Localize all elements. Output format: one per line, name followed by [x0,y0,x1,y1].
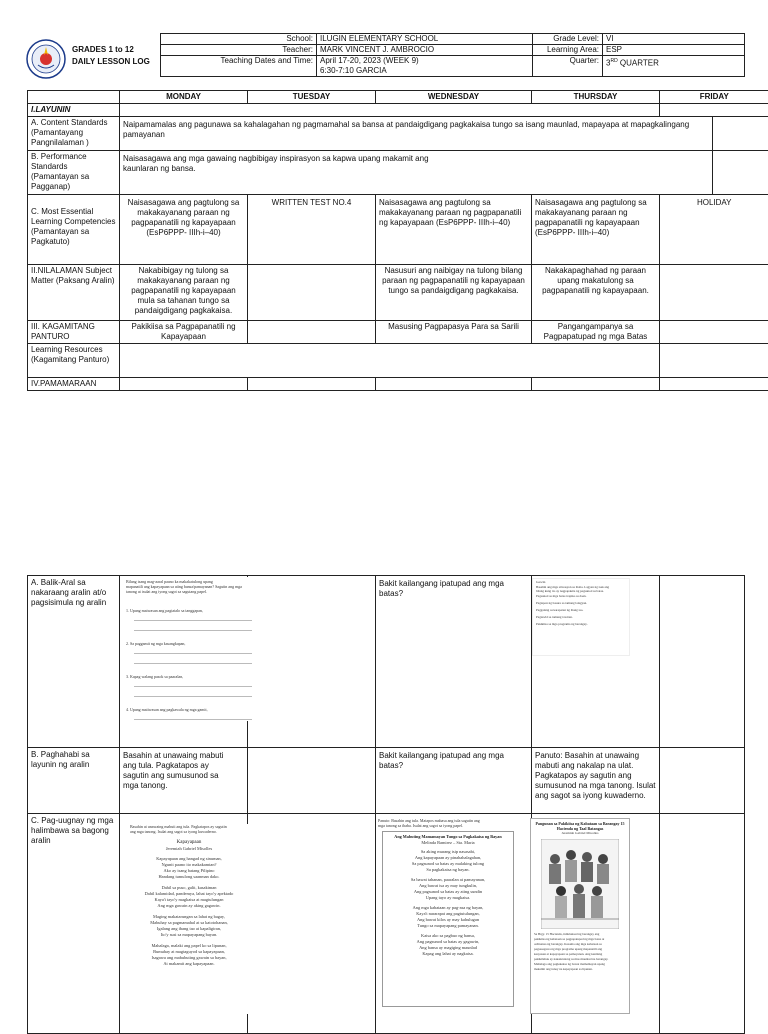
grades-label: GRADES 1 to 12 [72,45,134,54]
quarter-sup: RD [610,58,617,64]
grade-level-value: VI [603,34,745,45]
poem-mon-line: Ito'y susi sa mapayapang bayan. [130,932,248,938]
content-standards-label: A. Content Standards (Pamantayang Pangnilalaman ) [28,117,120,151]
day-tuesday: TUESDAY [248,91,376,104]
group-photo-icon [541,839,619,929]
poem-mon-line: Kaya't tayo'y magkaisa at magtulungan [130,897,248,903]
ws-answer-line [134,658,252,664]
poem-mon-intro-1: ang mga tanong. Isulat ang sagot sa iyong kuwaderno. [130,829,248,834]
poem-wed-title: Ang Mabuting Mamamayan Tungo sa Pagkakaisa ng Bayan [385,834,511,840]
poem-mon-line: Dahil kalamidad, pandemya, lahat tayo'y apektado [130,891,248,897]
nilalaman-tuesday [248,265,376,321]
kagamitan-wednesday: Masusing Pagpapasya Para sa Sarili [376,321,532,344]
competencies-label: C. Most Essential Learning Competencies (Pamantayan sa Pagkatuto) [28,195,120,265]
report-body-line: pakikilahok ay nakatutulong sa mas maunlad na barangay. [534,957,626,962]
ws-thu-item-2: Paggalang sa karapatan ng ibang tao. [536,607,626,614]
time-text: 6:30-7:10 GARCIA [320,66,529,76]
balik-aral-wednesday: Bakit kailangang ipatupad ang mga batas? [376,576,532,748]
layunin-heading: I.LAYUNIN [28,104,120,117]
competencies-monday: Naisasagawa ang pagtulong sa makakayanang paraan ng pagpapanatili ng kapayapaan (EsP6PPP- IIIh-i–40) [120,195,248,265]
dates-value [317,56,533,77]
poem-mon-line: Mahalaga, malaki ang papel ko sa lipunan, [130,943,248,949]
grade-level-label: Grade Level: [533,34,603,45]
quarter-label: Quarter: [533,56,603,77]
quarter-num: 3 [606,59,610,68]
ws-answer-line [134,681,252,687]
quarter-word: QUARTER [620,59,659,68]
ws-intro-0: Bilang isang mag-aaral paano ka makakatulong upang [126,579,252,584]
poem-mon-line: At makamit ang kapayapaan. [130,961,248,967]
learning-area-value: ESP [603,45,745,56]
header-info-table [160,33,745,77]
school-label: School: [161,34,317,45]
poem-mon-intro-0: Basahin at unawaing mabuti ang tula. Pagkatapos ay sagutin [130,824,248,829]
ws-question-1: 1. Upang maiwasan ang pagtatalo sa tanggapan, [126,608,252,613]
ws-thu-item-0: Pagsunod sa mga batas trapiko sa daan. [536,593,626,600]
report-body-line: Sa Brgy. 15 Hacienda, inilulunsad ng barangay ang [534,932,626,937]
poem-wednesday [378,818,518,1014]
poem-wed-line: Tungo sa mapayapang pamayanan. [385,923,511,929]
quarter-value [603,56,745,77]
teacher-value: MARK VINCENT J. AMBROCIO [317,45,533,56]
pamamaraan-monday [120,378,248,391]
ws-question-3: 3. Kapag walang pasok sa paaralan, [126,674,252,679]
poem-wed-line: Ang bawat kilos ay may kahulugan [385,917,511,923]
ws-answer-line [134,615,252,621]
poem-wed-line: Kaya't nararapat ang pagtutulungan, [385,911,511,917]
poem-mon-line: Kapayapaan ang hangad ng sinuman, [130,856,248,862]
nilalaman-friday [660,265,768,321]
ws-thu-item-1: Pagtapon ng basura sa tamang lalagyan. [536,600,626,607]
poem-mon-line: Bumuhay at magtaguyod sa kapayapaan, [130,949,248,955]
poem-wed-author: Melinda Ramirez – Sta. Maria [385,840,511,846]
poem-wed-line: Ang bawat isa ay may tungkulin, [385,883,511,889]
content-standards-extra [713,117,768,151]
balik-aral-friday [660,576,745,748]
nilalaman-monday: Nakabibigay ng tulong sa makakayanang paraan ng pagpapanatili ng kapayapaan mula sa tahanan tungo sa pandaigdigang pagkakaisa. [120,265,248,321]
kagamitan-thursday: Pangangampanya sa Pagpapatupad ng mga Batas [532,321,660,344]
report-author: Jeremiah Gabriel Misolles [534,831,626,836]
poem-wed-line: Sa aking murang isip nasasabi, [385,849,511,855]
poem-kapayapaan-monday [130,824,248,1014]
ws-thu-intro-1: bilang kung ito ay nagpapakita ng pagsunod sa batas. [536,589,626,593]
poem-wed-intro-0: Panuto: Basahin ang tula. Matapos mabasa ang tula sagutin ang [378,818,518,823]
deped-seal-icon [26,39,66,79]
report-body-line: makamit ang tunay na kapayapaan sa lipunan. [534,967,626,972]
performance-standards-text: Naisasagawa ang mga gawaing nagbibigay inspirasyon sa kapwa upang makamit ang kaunlaran ng bansa. [120,151,713,195]
kagamitan-friday [660,321,768,344]
poem-mon-line: Igalang ang ibang tao at kapaligiran, [130,926,248,932]
paghahabi-thursday: Panuto: Basahin at unawaing mabuti ang nakalap na ulat. Pagkatapos ay sagutin ang sumusunod na mga tanong. Isulat ang sagot sa iyong kuwaderno. [532,748,660,814]
competencies-wednesday: Naisasagawa ang pagtulong sa makakayanang paraan ng pagpapanatili ng kapayapaan (EsP6PPP- IIIh-i–40) [376,195,532,265]
performance-standards-extra [713,151,768,195]
poem-mon-line: Dahil sa puso, galit, kasakiman [130,885,248,891]
worksheet-balik-aral-thursday [532,578,630,656]
resources-label: Learning Resources (Kagamitang Panturo) [28,344,120,378]
dll-main-table [27,90,768,391]
learning-area-label: Learning Area: [533,45,603,56]
corner-cell [28,91,120,104]
ws-question-2: 2. Sa paggamit ng mga kasangkapan, [126,641,252,646]
paghahabi-wednesday: Bakit kailangang ipatupad ang mga batas? [376,748,532,814]
report-body-line: ordinansa ng barangay. Kasama ang mga kabataan sa [534,942,626,947]
poem-wed-intro-1: mga tanong sa ibaba. Isulat ang sagot sa iyong papel. [378,823,518,828]
performance-standards-label: B. Performance Standards (Pamantayan sa Pagganap) [28,151,120,195]
teacher-label: Teacher: [161,45,317,56]
poem-wed-line: Sa bawat tahanan, paaralan at pamayanan, [385,877,511,883]
paghahabi-label: B. Paghahabi sa layunin ng aralin [28,748,120,814]
paghahabi-friday [660,748,745,814]
report-photo [541,839,619,929]
log-label: DAILY LESSON LOG [72,57,150,66]
kagamitan-monday: Pakikiisa sa Pagpapanatili ng Kapayapaan [120,321,248,344]
poem-wed-line: Ang pagsunod sa batas ay ating sundin [385,889,511,895]
poem-wed-line: Kaisa ako sa pagbuo ng bansa, [385,933,511,939]
paghahabi-monday: Basahin at unawaing mabuti ang tula. Pagkatapos ay sagutin ang sumusunod sa mga tanong. [120,748,248,814]
pamamaraan-thursday [532,378,660,391]
layunin-empty [120,104,660,117]
poem-wed-line: Kapag ang lahat ay nagkaisa. [385,951,511,957]
balik-aral-label: A. Balik-Aral sa nakaraang aralin at/o pagsisimula ng aralin [28,576,120,748]
ws-thu-item-3: Pagtawid sa tamang tawiran. [536,614,626,621]
poem-wed-line: Upang tayo ay magkaisa. [385,895,511,901]
poem-mon-title: Kapayapaan [130,839,248,846]
ws-answer-line [134,648,252,654]
poem-mon-line: Ang mga gawain ay aking gagawin. [130,903,248,909]
kagamitan-tuesday [248,321,376,344]
poem-wed-box [382,831,514,1007]
report-thursday [530,818,630,1014]
report-body-line: pagsasagawa ng mga programa upang mapanatili ang [534,947,626,952]
school-value: ILUGIN ELEMENTARY SCHOOL [317,34,533,45]
layunin-empty-fri [660,104,768,117]
ws-question-4: 4. Upang maiiwasan ang pagkawala ng mga gamit, [126,707,252,712]
ws-intro-2: tanong at isulat ang iyong sagot sa sagutang papel. [126,589,252,594]
ws-answer-line [134,691,252,697]
pamamaraan-wednesday [376,378,532,391]
ws-thu-intro-0: Basahin ang mga sitwasyon sa ibaba. Lagyan ng tsek ang [536,585,626,589]
nilalaman-wednesday: Nasusuri ang naibigay na tulong bilang paraan ng pagpapanatili ng kapayapaan tungo sa pandaigdigang pagkakaisa. [376,265,532,321]
competencies-friday: HOLIDAY [660,195,768,265]
poem-mon-line: Ngunit paano ito makakamtan? [130,862,248,868]
pag-uugnay-friday [660,814,745,1034]
ws-answer-line [134,714,252,720]
poem-wed-line: Sa pagkakaisa ng bayan. [385,867,511,873]
poem-mon-line: Handang tumulong saanman dako. [130,874,248,880]
pag-uugnay-label: C. Pag-uugnay ng mga halimbawa sa bagong aralin [28,814,120,1034]
ws-answer-line [134,625,252,631]
worksheet-balik-aral-monday [122,577,256,721]
day-thursday: THURSDAY [532,91,660,104]
poem-wed-line: Ang mga kabataan ay pag-asa ng bayan, [385,905,511,911]
pamamaraan-tuesday [248,378,376,391]
pag-uugnay-tuesday [248,814,376,1034]
poem-mon-line: Isagawa ang mabubuting gawain sa bayan, [130,955,248,961]
nilalaman-thursday: Nakakapaghahad ng paraan upang makatulong sa pagpapanatili ng kapayapaan. [532,265,660,321]
dates-label: Teaching Dates and Time: [161,56,317,77]
day-friday: FRIDAY [660,91,768,104]
poem-mon-line: Ako ay isang batang Pilipino [130,868,248,874]
report-body-line: pakikiisa ng kabataan sa pagpapatupad ng mga batas at [534,937,626,942]
poem-wed-line: Ang bansa ay magiging maunlad [385,945,511,951]
report-title: Pangunan sa Pakikiisa ng Kabataan sa Barangay 15 Hacienda ng Taal Batangas [534,821,626,831]
kagamitan-label: III. KAGAMITANG PANTURO [28,321,120,344]
report-body-line: Mahalaga ang pagkakaisa ng bawat mamamayan upang [534,962,626,967]
poem-mon-author: Jeremiah Gabriel Misolles [130,846,248,852]
poem-wed-line: Ang pagsunod sa batas ay gagawin, [385,939,511,945]
poem-mon-line: Maging makatarungan sa lahat ng bagay, [130,914,248,920]
balik-aral-tuesday [248,576,376,748]
content-standards-text: Naipamamalas ang pagunawa sa kahalagahan ng pagmamahal sa bansa at pandaigdigang pagkakaisa tungo sa isang maunlad, mapayapa at mapagkalingang pamayanan [120,117,713,151]
day-wednesday: WEDNESDAY [376,91,532,104]
competencies-thursday: Naisasagawa ang pagtulong sa makakayanang paraan ng pagpapanatili ng kapayapaan (EsP6PPP- IIIh-i–40) [532,195,660,265]
ws-thu-title: Gawin [536,580,626,585]
pamamaraan-label: IV.PAMAMARAAN [28,378,120,391]
pamamaraan-friday [660,378,768,391]
ws-thu-item-4: Pakikiisa sa mga programa ng barangay. [536,621,626,628]
poem-mon-line: Mabuhay sa pagmamahal at sa katotohanan, [130,920,248,926]
resources-friday [660,344,768,378]
competencies-tuesday: WRITTEN TEST NO.4 [248,195,376,265]
poem-wed-line: Ang kapayapaan ay pinahahalagahan, [385,855,511,861]
ws-intro-1: mapanatili ang kapayapaan sa ating bansa/pamayanan? Sagutin ang mga [126,584,252,589]
deped-seal [26,39,66,79]
poem-wed-line: Sa pagsunod sa batas ay malaking tulong [385,861,511,867]
nilalaman-label: II.NILALAMAN Subject Matter (Paksang Aralin) [28,265,120,321]
report-body-line: kaayusan at kapayapaan sa pamayanan. Ang kanilang [534,952,626,957]
day-monday: MONDAY [120,91,248,104]
resources-content [120,344,660,378]
dates-text: April 17-20, 2023 (WEEK 9) [320,56,529,66]
paghahabi-tuesday [248,748,376,814]
